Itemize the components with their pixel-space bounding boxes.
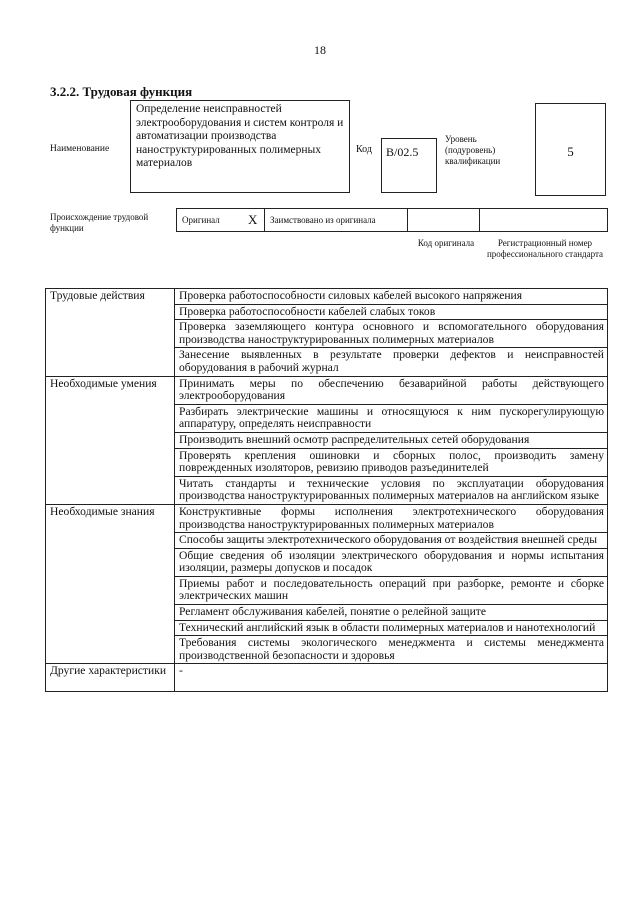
table-cell: Общие сведения об изоляции электрического оборудования и нормы испытания изоляции, размеры допусков и посадок xyxy=(175,548,608,576)
table-row xyxy=(46,376,608,404)
category-cell: Необходимые умения xyxy=(46,376,175,504)
category-cell: Трудовые действия xyxy=(46,289,175,377)
borrowed-cell xyxy=(264,208,408,232)
code-original-cell xyxy=(407,208,480,232)
table-cell: Занесение выявленных в результате проверки дефектов и неисправностей оборудования в рабочий журнал xyxy=(175,348,608,376)
table-cell: Производить внешний осмотр распределительных сетей оборудования xyxy=(175,432,608,448)
category-cell: Другие характеристики xyxy=(46,664,175,692)
category-cell: Необходимые знания xyxy=(46,504,175,664)
table-row xyxy=(46,289,608,305)
level-value: 5 xyxy=(567,144,574,159)
table-cell: Регламент обслуживания кабелей, понятие о релейной защите xyxy=(175,605,608,621)
code-value: B/02.5 xyxy=(386,145,419,159)
reg-number-cell xyxy=(479,208,608,232)
level-label: Уровень (подуровень) квалификации xyxy=(445,134,501,166)
reg-number-caption: Регистрационный номер профессионального стандарта xyxy=(486,238,604,259)
table-cell: Принимать меры по обеспечению безаварийной работы действующего электрооборудования xyxy=(175,376,608,404)
table-cell: Проверка заземляющего контура основного и вспомогательного оборудования производства наноструктурированных полимерных материалов xyxy=(175,320,608,348)
level-box xyxy=(535,103,606,196)
table-row xyxy=(46,504,608,532)
table-cell: Читать стандарты и технические условия по эксплуатации оборудования производства наноструктурированных полимерных материалов на английском языке xyxy=(175,476,608,504)
table-cell: Способы защиты электротехнического оборудования от воздействия внешней среды xyxy=(175,533,608,549)
table-cell: Проверять крепления ошиновки и сборных полос, производить замену поврежденных изоляторов, ревизию приводов разъединителей xyxy=(175,448,608,476)
table-cell: Приемы работ и последовательность операций при разборке, ремонте и сборке электрических машин xyxy=(175,576,608,604)
code-original-caption: Код оригинала xyxy=(417,238,475,248)
table-cell: Проверка работоспособности кабелей слабых токов xyxy=(175,304,608,320)
section-heading: 3.2.2. Трудовая функция xyxy=(50,84,193,99)
table-cell: Разбирать электрические машины и относящуюся к ним пускорегулирующую аппаратуру, определять неисправности xyxy=(175,404,608,432)
origin-label: Происхождение трудовой функции xyxy=(50,212,149,233)
function-name-value: Определение неисправностей электрооборудования и систем контроля и автоматизации производства наноструктурированных полимерных материалов xyxy=(136,103,344,169)
table-cell: Конструктивные формы исполнения электротехнического оборудования производства наноструктурированных полимерных материалов xyxy=(175,504,608,532)
code-box xyxy=(381,138,437,193)
table-cell: Проверка работоспособности силовых кабелей высокого напряжения xyxy=(175,289,608,305)
original-label: Оригинал xyxy=(182,215,220,225)
function-table xyxy=(45,288,608,692)
page-number: 18 xyxy=(314,43,326,57)
table-cell: - xyxy=(175,664,608,692)
borrowed-label: Заимствовано из оригинала xyxy=(270,215,376,225)
origin-row xyxy=(176,208,608,232)
code-label: Код xyxy=(356,144,372,155)
table-row xyxy=(46,664,608,692)
function-name-box xyxy=(130,100,350,193)
table-cell: Требования системы экологического менеджмента и системы менеджмента производственной безопасности и здоровья xyxy=(175,636,608,664)
original-mark: X xyxy=(242,208,265,232)
name-label: Наименование xyxy=(50,144,110,154)
table-cell: Технический английский язык в области полимерных материалов и нанотехнологий xyxy=(175,620,608,636)
